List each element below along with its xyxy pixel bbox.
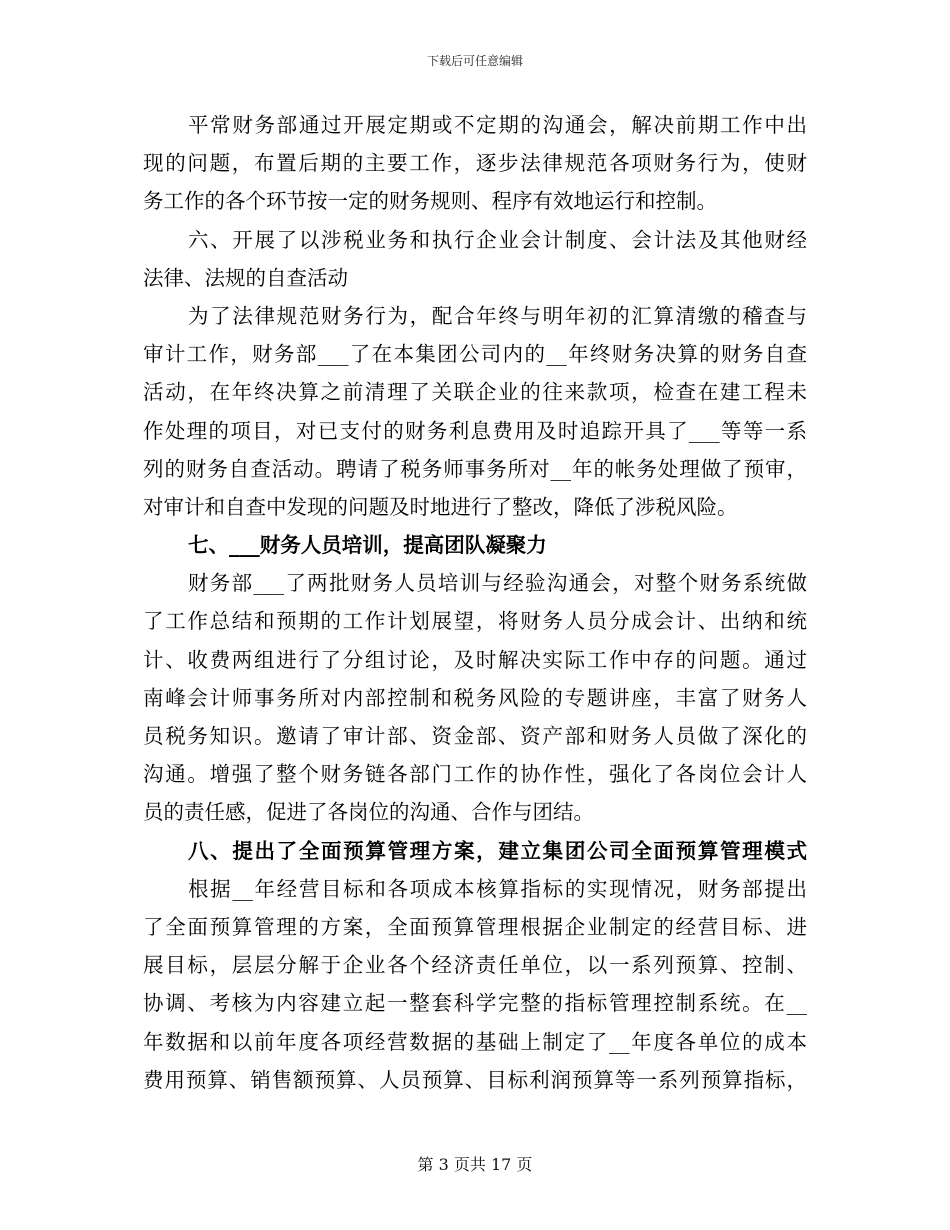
paragraph-line: 员的责任感，促进了各岗位的沟通、合作与团结。 (143, 800, 594, 825)
paragraph-line: 活动，在年终决算之前清理了关联企业的往来款项，检查在建工程未 (143, 380, 807, 405)
paragraph-line: 南峰会计师事务所对内部控制和税务风险的专题讲座，丰富了财务人 (143, 685, 807, 710)
paragraph-line: 财务部___了两批财务人员培训与经验沟通会，对整个财务系统做 (188, 571, 807, 596)
paragraph-line: 了工作总结和预期的工作计划展望，将财务人员分成会计、出纳和统 (143, 609, 807, 634)
paragraph-line: 务工作的各个环节按一定的财务规则、程序有效地运行和控制。 (143, 189, 717, 214)
paragraph-line: 为了法律规范财务行为，配合年终与明年初的汇算清缴的稽查与 (188, 303, 807, 328)
page-footer: 第 3 页共 17 页 (417, 1155, 533, 1174)
document-body (143, 106, 807, 1099)
paragraph-line: 作处理的项目，对已支付的财务利息费用及时追踪开具了___等等一系 (143, 418, 807, 443)
section-heading-line: 七、___财务人员培训，提高团队凝聚力 (188, 533, 547, 558)
paragraph-line: 协调、考核为内容建立起一整套科学完整的指标管理控制系统。在__ (143, 991, 807, 1016)
paragraph-line: 展目标，层层分解于企业各个经济责任单位，以一系列预算、控制、 (143, 953, 807, 978)
paragraph-line: 对审计和自查中发现的问题及时地进行了整改，降低了涉税风险。 (143, 494, 738, 519)
paragraph-line: 平常财务部通过开展定期或不定期的沟通会，解决前期工作中出 (188, 113, 807, 137)
paragraph-line: 费用预算、销售额预算、人员预算、目标利润预算等一系列预算指标， (143, 1067, 807, 1092)
paragraph-line: 了全面预算管理的方案，全面预算管理根据企业制定的经营目标、进 (143, 914, 807, 939)
section-heading-line: 八、提出了全面预算管理方案，建立集团公司全面预算管理模式 (188, 838, 807, 863)
paragraph-line: 现的问题，布置后期的主要工作，逐步法律规范各项财务行为，使财 (143, 151, 807, 176)
paragraph-line: 列的财务自查活动。聘请了税务师事务所对__年的帐务处理做了预审， (143, 456, 807, 481)
paragraph-line: 员税务知识。邀请了审计部、资金部、资产部和财务人员做了深化的 (143, 724, 807, 748)
page-header: 下载后可任意编辑 (426, 54, 523, 68)
paragraph-line: 法律、法规的自查活动 (143, 265, 348, 290)
paragraph-line: 根据__年经营目标和各项成本核算指标的实现情况，财务部提出 (188, 876, 807, 901)
paragraph-line: 年数据和以前年度各项经营数据的基础上制定了__年度各单位的成本 (143, 1029, 807, 1054)
paragraph-line: 审计工作，财务部___了在本集团公司内的__年终财务决算的财务自查 (143, 342, 807, 367)
paragraph-line: 沟通。增强了整个财务链各部门工作的协作性，强化了各岗位会计人 (143, 762, 807, 787)
paragraph-line: 计、收费两组进行了分组讨论，及时解决实际工作中存的问题。通过 (143, 647, 807, 672)
paragraph-line: 六、开展了以涉税业务和执行企业会计制度、会计法及其他财经 (188, 227, 807, 252)
